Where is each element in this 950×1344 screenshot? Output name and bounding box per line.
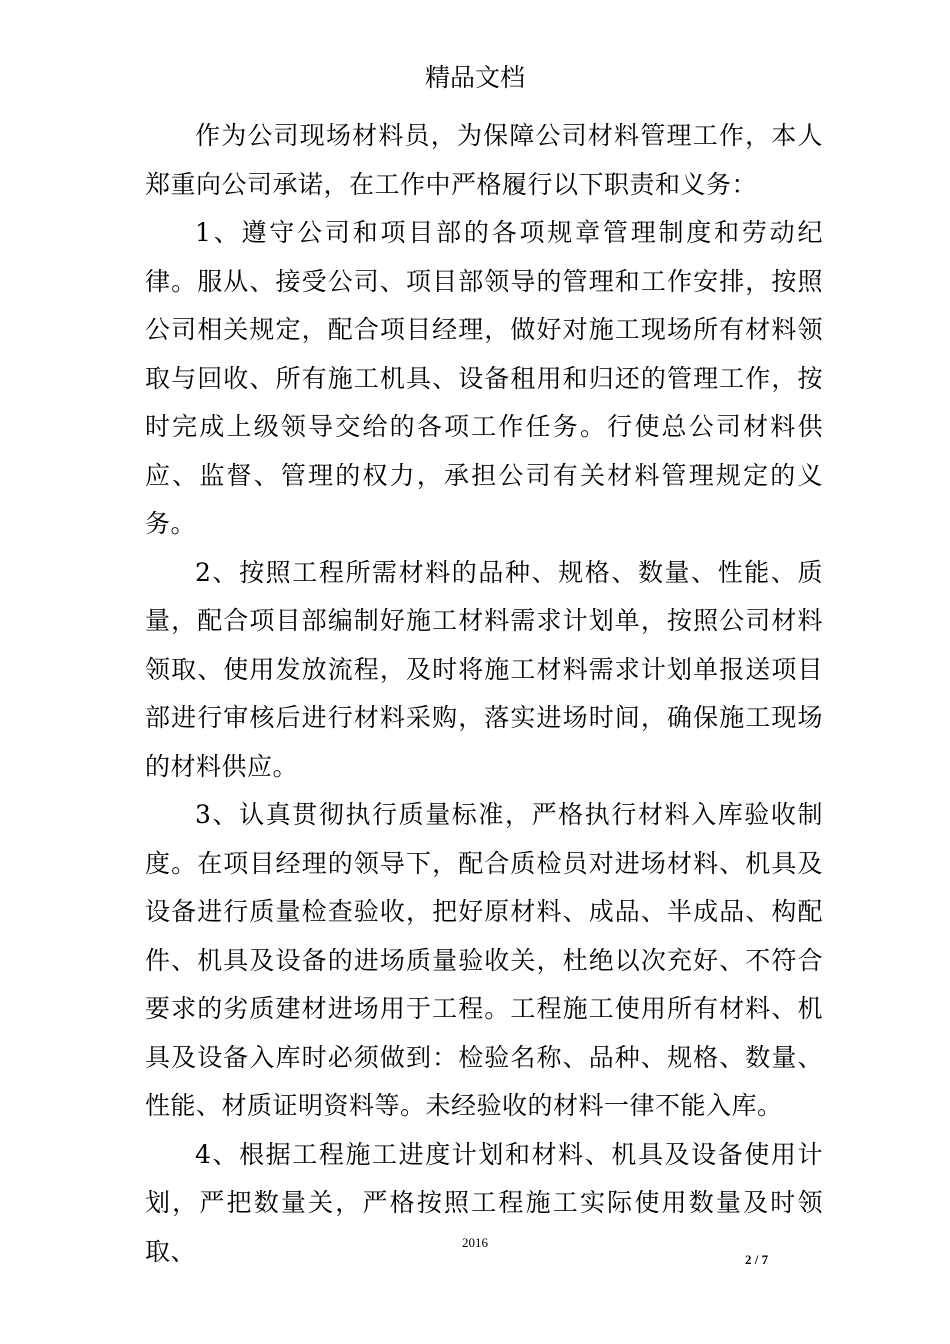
page-header <box>0 58 950 98</box>
paragraph-item-1: 1、遵守公司和项目部的各项规章管理制度和劳动纪律。服从、接受公司、项目部领导的管理和工作安排，按照公司相关规定，配合项目经理，做好对施工现场所有材料领取与回收、所有施工机具、设备租用和归还的管理工作，按时完成上级领导交给的各项工作任务。行使总公司材料供应、监督、管理的权力，承担公司有关材料管理规定的义务。 <box>145 218 823 538</box>
paragraph-intro: 作为公司现场材料员，为保障公司材料管理工作，本人郑重向公司承诺，在工作中严格履行以下职责和义务： <box>145 121 823 199</box>
footer-year: 2016 <box>462 1235 488 1250</box>
paragraph-item-3: 3、认真贯彻执行质量标准，严格执行材料入库验收制度。在项目经理的领导下，配合质检员对进场材料、机具及设备进行质量检查验收，把好原材料、成品、半成品、构配件、机具及设备的进场质量验收关，杜绝以次充好、不符合要求的劣质建材进场用于工程。工程施工使用所有材料、机具及设备入库时必须做到：检验名称、品种、规格、数量、性能、材质证明资料等。未经验收的材料一律不能入库。 <box>145 800 823 1120</box>
page-number: 2 / 7 <box>745 1252 769 1267</box>
paragraph-item-4: 4、根据工程施工进度计划和材料、机具及设备使用计划，严把数量关，严格按照工程施工实际使用数量及时领取、 <box>145 1139 823 1266</box>
paragraph-item-2: 2、按照工程所需材料的品种、规格、数量、性能、质量，配合项目部编制好施工材料需求计划单，按照公司材料领取、使用发放流程，及时将施工材料需求计划单报送项目部进行审核后进行材料采购，落实进场时间，确保施工现场的材料供应。 <box>145 557 823 781</box>
document-body <box>145 112 823 1276</box>
page-title: 精品文档 <box>424 63 525 92</box>
